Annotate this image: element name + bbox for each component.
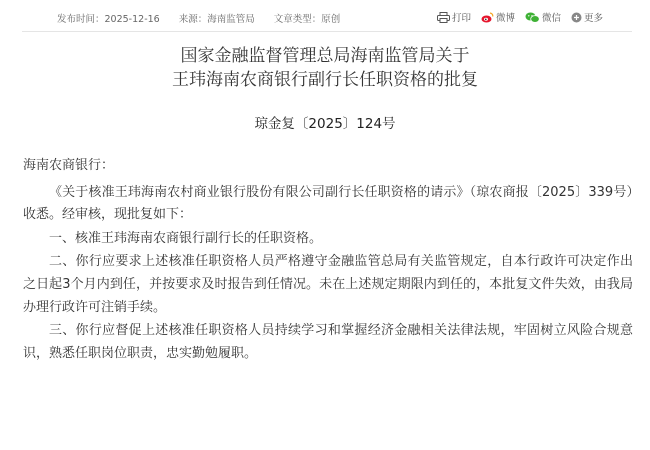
header-divider (22, 31, 632, 32)
weibo-label: 微博 (495, 13, 515, 24)
more-label: 更多 (583, 13, 603, 24)
title-line-2: 王玮海南农商银行副行长任职资格的批复 (172, 70, 478, 90)
weibo-share-button[interactable] (481, 10, 515, 24)
more-icon (571, 12, 582, 23)
share-toolbar (427, 10, 603, 24)
title-line-1: 国家金融监督管理总局海南监管局关于 (180, 46, 470, 66)
body-paragraph: 二、你行应要求上述核准任职资格人员严格遵守金融监管总局有关监管规定，自本行政许可决定作出之日起3个月内到任，并按要求及时报告到任情况。未在上述规定期限内到任的，本批复文件失效，由我局办理行政许可注销手续。 (23, 254, 633, 315)
article-meta (57, 11, 356, 25)
document-body (23, 155, 633, 366)
body-paragraph: 三、你行应督促上述核准任职资格人员持续学习和掌握经济金融相关法律法规，牢固树立风险合规意识，熟悉任职岗位职责，忠实勤勉履职。 (23, 323, 633, 361)
document-number: 琼金复〔2025〕124号 (254, 116, 396, 132)
print-icon (437, 12, 450, 23)
wechat-share-button[interactable] (525, 10, 561, 24)
document-title (0, 44, 650, 92)
print-label: 打印 (451, 13, 471, 24)
print-button[interactable] (437, 10, 471, 24)
source-label: 来源：海南监管局 (178, 14, 255, 25)
body-paragraph: 《关于核准王玮海南农村商业银行股份有限公司副行长任职资格的请示》（琼农商报〔2025〕339号）收悉。经审核，现批复如下： (23, 184, 633, 223)
wechat-label: 微信 (541, 13, 561, 24)
meta-bar (0, 0, 650, 32)
weibo-icon (481, 12, 494, 23)
more-share-button[interactable] (571, 10, 603, 24)
publish-time: 发布时间：2025-12-16 (57, 14, 160, 25)
body-paragraph: 一、核准王玮海南农商银行副行长的任职资格。 (49, 230, 323, 246)
article-type: 文章类型：原创 (273, 14, 341, 25)
wechat-icon (525, 12, 540, 23)
addressee: 海南农商银行： (23, 158, 115, 173)
